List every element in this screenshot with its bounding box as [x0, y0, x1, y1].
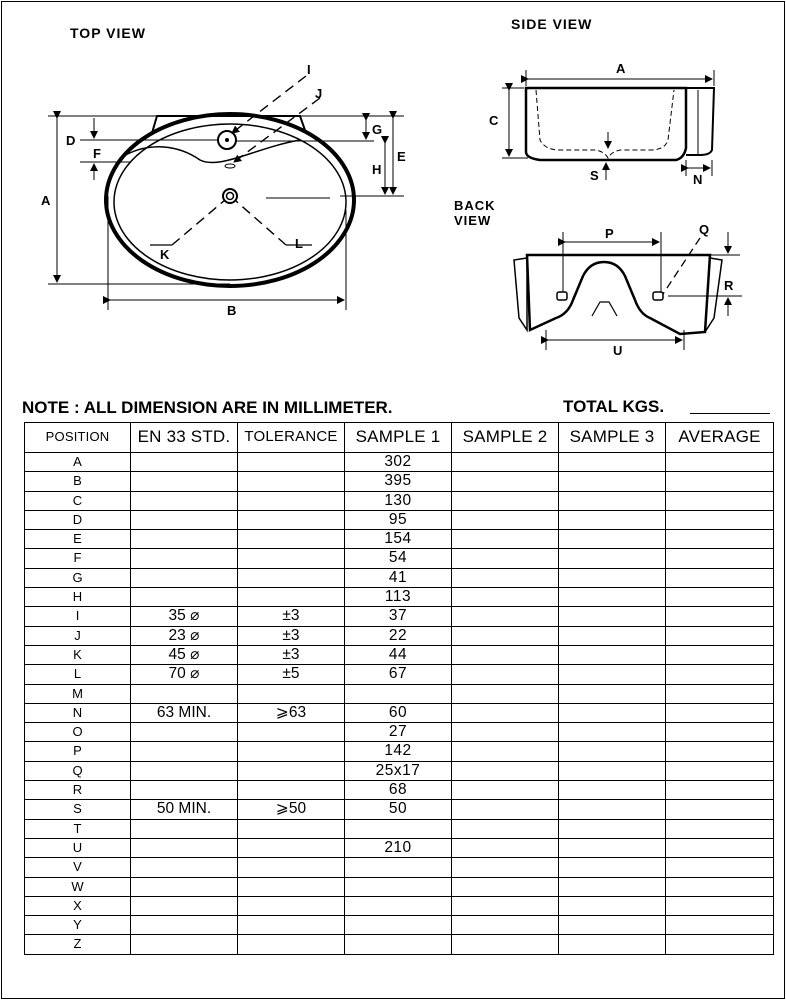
position-cell: A	[25, 453, 131, 472]
sample-3-cell	[559, 510, 666, 529]
average-cell	[666, 453, 774, 472]
sample-2-cell	[452, 588, 559, 607]
top-view-drawing	[48, 76, 404, 310]
sample-3-cell	[559, 723, 666, 742]
position-cell: H	[25, 588, 131, 607]
total-kgs-label: TOTAL KGS.	[563, 397, 665, 416]
average-cell	[666, 665, 774, 684]
position-cell: N	[25, 703, 131, 722]
table-body	[25, 453, 774, 955]
sample-3-cell	[559, 530, 666, 549]
tolerance-cell	[238, 684, 345, 703]
average-cell	[666, 472, 774, 491]
en33-std-cell	[131, 877, 238, 896]
sample-2-cell	[452, 703, 559, 722]
en33-std-cell: 50 MIN.	[131, 800, 238, 819]
position-cell: R	[25, 781, 131, 800]
en33-std-cell	[131, 916, 238, 935]
header-en33-std: EN 33 STD.	[131, 423, 238, 453]
position-cell: V	[25, 858, 131, 877]
sample-2-cell	[452, 781, 559, 800]
sample-1-cell: 60	[345, 703, 452, 722]
tolerance-cell	[238, 549, 345, 568]
tolerance-cell: ±3	[238, 645, 345, 664]
average-cell	[666, 819, 774, 838]
sample-1-cell: 210	[345, 838, 452, 857]
back-view-drawing	[514, 232, 742, 350]
en33-std-cell: 70 ⌀	[131, 665, 238, 684]
label-k: K	[160, 247, 170, 262]
en33-std-cell	[131, 858, 238, 877]
label-side-a: A	[616, 61, 626, 76]
table-row	[25, 723, 774, 742]
sample-1-cell: 302	[345, 453, 452, 472]
position-cell: Z	[25, 935, 131, 954]
label-g: G	[372, 122, 383, 137]
sample-2-cell	[452, 645, 559, 664]
tolerance-cell	[238, 588, 345, 607]
sample-2-cell	[452, 935, 559, 954]
average-cell	[666, 896, 774, 915]
table-row	[25, 568, 774, 587]
header-average: AVERAGE	[666, 423, 774, 453]
table-row	[25, 665, 774, 684]
en33-std-cell	[131, 549, 238, 568]
sample-1-cell: 142	[345, 742, 452, 761]
header-sample-1: SAMPLE 1	[345, 423, 452, 453]
sample-3-cell	[559, 761, 666, 780]
sample-3-cell	[559, 800, 666, 819]
en33-std-cell	[131, 453, 238, 472]
sample-1-cell	[345, 684, 452, 703]
position-cell: O	[25, 723, 131, 742]
table-row	[25, 916, 774, 935]
label-r: R	[724, 278, 734, 293]
sample-2-cell	[452, 626, 559, 645]
sample-3-cell	[559, 665, 666, 684]
header-position: POSITION	[25, 423, 131, 453]
average-cell	[666, 858, 774, 877]
average-cell	[666, 684, 774, 703]
average-cell	[666, 877, 774, 896]
position-cell: W	[25, 877, 131, 896]
average-cell	[666, 916, 774, 935]
tolerance-cell	[238, 472, 345, 491]
table-row	[25, 781, 774, 800]
en33-std-cell: 23 ⌀	[131, 626, 238, 645]
sample-3-cell	[559, 684, 666, 703]
en33-std-cell	[131, 838, 238, 857]
en33-std-cell	[131, 761, 238, 780]
position-cell: F	[25, 549, 131, 568]
sample-1-cell: 44	[345, 645, 452, 664]
dimension-table	[24, 422, 774, 955]
sample-2-cell	[452, 472, 559, 491]
average-cell	[666, 742, 774, 761]
position-cell: C	[25, 491, 131, 510]
average-cell	[666, 703, 774, 722]
sample-2-cell	[452, 453, 559, 472]
en33-std-cell	[131, 896, 238, 915]
average-cell	[666, 491, 774, 510]
sample-3-cell	[559, 568, 666, 587]
position-cell: Q	[25, 761, 131, 780]
en33-std-cell	[131, 491, 238, 510]
sample-1-cell: 41	[345, 568, 452, 587]
table-row	[25, 510, 774, 529]
sample-1-cell: 37	[345, 607, 452, 626]
label-s: S	[590, 168, 599, 183]
position-cell: X	[25, 896, 131, 915]
average-cell	[666, 588, 774, 607]
sample-1-cell	[345, 896, 452, 915]
sample-2-cell	[452, 916, 559, 935]
sample-1-cell	[345, 935, 452, 954]
position-cell: J	[25, 626, 131, 645]
sample-1-cell	[345, 819, 452, 838]
en33-std-cell: 35 ⌀	[131, 607, 238, 626]
sample-2-cell	[452, 877, 559, 896]
tolerance-cell	[238, 453, 345, 472]
position-cell: Y	[25, 916, 131, 935]
tolerance-cell	[238, 896, 345, 915]
en33-std-cell: 45 ⌀	[131, 645, 238, 664]
en33-std-cell	[131, 530, 238, 549]
tolerance-cell	[238, 877, 345, 896]
table-row	[25, 549, 774, 568]
sample-2-cell	[452, 800, 559, 819]
position-cell: L	[25, 665, 131, 684]
table-row	[25, 491, 774, 510]
table-row	[25, 607, 774, 626]
sample-1-cell: 27	[345, 723, 452, 742]
side-view-drawing	[502, 70, 714, 180]
label-u: U	[613, 343, 623, 358]
table-row	[25, 896, 774, 915]
units-note: NOTE : ALL DIMENSION ARE IN MILLIMETER.	[22, 398, 393, 417]
average-cell	[666, 510, 774, 529]
top-view-title: TOP VIEW	[70, 25, 146, 41]
sample-2-cell	[452, 665, 559, 684]
tolerance-cell	[238, 761, 345, 780]
sample-3-cell	[559, 472, 666, 491]
sample-3-cell	[559, 453, 666, 472]
table-row	[25, 858, 774, 877]
sample-3-cell	[559, 896, 666, 915]
en33-std-cell	[131, 723, 238, 742]
header-sample-3: SAMPLE 3	[559, 423, 666, 453]
table-row	[25, 626, 774, 645]
sample-3-cell	[559, 607, 666, 626]
label-l: L	[295, 236, 303, 251]
average-cell	[666, 800, 774, 819]
average-cell	[666, 568, 774, 587]
tolerance-cell: ±3	[238, 626, 345, 645]
table-row	[25, 800, 774, 819]
en33-std-cell	[131, 819, 238, 838]
average-cell	[666, 549, 774, 568]
tolerance-cell	[238, 723, 345, 742]
sample-2-cell	[452, 838, 559, 857]
position-cell: S	[25, 800, 131, 819]
en33-std-cell	[131, 472, 238, 491]
sample-2-cell	[452, 819, 559, 838]
en33-std-cell	[131, 568, 238, 587]
position-cell: U	[25, 838, 131, 857]
position-cell: G	[25, 568, 131, 587]
sample-2-cell	[452, 491, 559, 510]
tolerance-cell	[238, 838, 345, 857]
sample-2-cell	[452, 568, 559, 587]
tolerance-cell: ⩾50	[238, 800, 345, 819]
table-row	[25, 684, 774, 703]
sample-3-cell	[559, 781, 666, 800]
sample-3-cell	[559, 645, 666, 664]
label-a: A	[41, 193, 51, 208]
sample-3-cell	[559, 838, 666, 857]
sample-1-cell	[345, 858, 452, 877]
tolerance-cell: ⩾63	[238, 703, 345, 722]
sample-2-cell	[452, 684, 559, 703]
sample-1-cell: 130	[345, 491, 452, 510]
position-cell: D	[25, 510, 131, 529]
side-view-labels	[489, 61, 702, 187]
sample-1-cell: 68	[345, 781, 452, 800]
position-cell: B	[25, 472, 131, 491]
position-cell: I	[25, 607, 131, 626]
tolerance-cell	[238, 510, 345, 529]
back-view-title: BACK VIEW	[454, 198, 496, 228]
sample-1-cell: 95	[345, 510, 452, 529]
table-row	[25, 588, 774, 607]
sample-2-cell	[452, 530, 559, 549]
header-tolerance: TOLERANCE	[238, 423, 345, 453]
en33-std-cell	[131, 935, 238, 954]
position-cell: E	[25, 530, 131, 549]
average-cell	[666, 645, 774, 664]
sample-3-cell	[559, 916, 666, 935]
sample-1-cell	[345, 916, 452, 935]
sample-3-cell	[559, 858, 666, 877]
label-h: H	[372, 162, 382, 177]
sample-1-cell	[345, 877, 452, 896]
table-row	[25, 472, 774, 491]
label-q: Q	[699, 222, 710, 237]
average-cell	[666, 723, 774, 742]
sample-3-cell	[559, 935, 666, 954]
en33-std-cell	[131, 684, 238, 703]
sample-3-cell	[559, 588, 666, 607]
position-cell: T	[25, 819, 131, 838]
table-row	[25, 877, 774, 896]
table-row	[25, 645, 774, 664]
sample-3-cell	[559, 877, 666, 896]
table-row	[25, 742, 774, 761]
table-row	[25, 530, 774, 549]
sample-3-cell	[559, 819, 666, 838]
tolerance-cell	[238, 935, 345, 954]
table-row	[25, 935, 774, 954]
tolerance-cell	[238, 916, 345, 935]
en33-std-cell	[131, 742, 238, 761]
sample-3-cell	[559, 703, 666, 722]
label-d: D	[66, 133, 76, 148]
tolerance-cell	[238, 819, 345, 838]
sample-2-cell	[452, 607, 559, 626]
tolerance-cell: ±5	[238, 665, 345, 684]
average-cell	[666, 935, 774, 954]
tolerance-cell: ±3	[238, 607, 345, 626]
en33-std-cell	[131, 510, 238, 529]
position-cell: P	[25, 742, 131, 761]
side-view-title: SIDE VIEW	[511, 16, 593, 32]
sample-3-cell	[559, 491, 666, 510]
label-b: B	[227, 303, 237, 318]
header-sample-2: SAMPLE 2	[452, 423, 559, 453]
sample-3-cell	[559, 742, 666, 761]
label-n: N	[693, 172, 703, 187]
tolerance-cell	[238, 781, 345, 800]
tolerance-cell	[238, 491, 345, 510]
sample-2-cell	[452, 858, 559, 877]
table-header-row	[25, 423, 774, 453]
sample-1-cell: 22	[345, 626, 452, 645]
table-row	[25, 838, 774, 857]
label-i: I	[307, 62, 311, 77]
label-p: P	[605, 226, 614, 241]
label-f: F	[93, 146, 101, 161]
technical-drawing	[0, 0, 786, 390]
sample-2-cell	[452, 549, 559, 568]
average-cell	[666, 761, 774, 780]
en33-std-cell	[131, 588, 238, 607]
sample-1-cell: 50	[345, 800, 452, 819]
average-cell	[666, 607, 774, 626]
sample-2-cell	[452, 761, 559, 780]
en33-std-cell: 63 MIN.	[131, 703, 238, 722]
tolerance-cell	[238, 742, 345, 761]
sample-2-cell	[452, 742, 559, 761]
label-c: C	[489, 113, 499, 128]
sample-2-cell	[452, 510, 559, 529]
average-cell	[666, 781, 774, 800]
sample-3-cell	[559, 549, 666, 568]
sample-1-cell: 113	[345, 588, 452, 607]
position-cell: K	[25, 645, 131, 664]
total-kgs-field[interactable]	[690, 413, 770, 414]
average-cell	[666, 626, 774, 645]
sample-1-cell: 154	[345, 530, 452, 549]
sample-1-cell: 25x17	[345, 761, 452, 780]
label-j: J	[315, 86, 323, 101]
average-cell	[666, 530, 774, 549]
tolerance-cell	[238, 568, 345, 587]
table-row	[25, 819, 774, 838]
en33-std-cell	[131, 781, 238, 800]
sample-2-cell	[452, 896, 559, 915]
table-row	[25, 761, 774, 780]
tolerance-cell	[238, 530, 345, 549]
table-row	[25, 703, 774, 722]
table-row	[25, 453, 774, 472]
average-cell	[666, 838, 774, 857]
sample-2-cell	[452, 723, 559, 742]
position-cell: M	[25, 684, 131, 703]
sample-3-cell	[559, 626, 666, 645]
sample-1-cell: 395	[345, 472, 452, 491]
sample-1-cell: 54	[345, 549, 452, 568]
sample-1-cell: 67	[345, 665, 452, 684]
tolerance-cell	[238, 858, 345, 877]
label-e: E	[397, 149, 406, 164]
